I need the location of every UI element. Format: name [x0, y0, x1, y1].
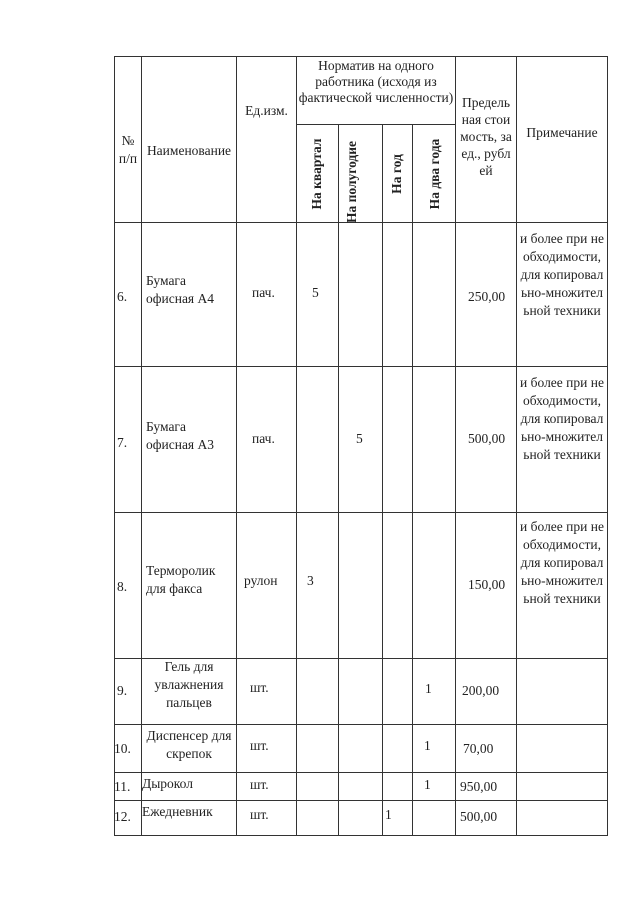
- row-name: Бумага офисная А3: [146, 419, 215, 452]
- row-num: 9.: [117, 683, 128, 698]
- table-border: [114, 512, 608, 513]
- table-border: [382, 124, 383, 836]
- header-price: Предельная стоимость, за ед., рублей: [460, 95, 512, 178]
- row-name: Ежедневник: [142, 804, 213, 819]
- row-price: 250,00: [468, 289, 506, 304]
- row-two-years: 1: [424, 777, 431, 792]
- table-border: [455, 56, 456, 836]
- row-note: и более при необходимости, для копировально-множительной техники: [520, 519, 604, 606]
- row-two-years: 1: [425, 681, 432, 696]
- table-border: [114, 772, 608, 773]
- header-num: № п/п: [118, 133, 138, 166]
- table-border: [412, 124, 413, 836]
- row-num: 8.: [117, 579, 128, 594]
- row-price: 200,00: [462, 683, 500, 698]
- row-price: 500,00: [468, 431, 506, 446]
- row-name: Терморолик для факса: [146, 563, 216, 596]
- table-border: [607, 56, 608, 836]
- row-num: 11.: [114, 779, 131, 794]
- table-border: [114, 835, 608, 836]
- row-unit: шт.: [250, 777, 269, 792]
- row-name: Диспенсер для скрепок: [146, 728, 232, 761]
- row-quarter: 5: [312, 285, 319, 300]
- row-num: 7.: [117, 435, 128, 450]
- table-border: [114, 800, 608, 801]
- row-num: 12.: [114, 809, 131, 824]
- row-price: 500,00: [460, 809, 498, 824]
- row-unit: шт.: [250, 680, 269, 695]
- header-two-years: На два года: [427, 138, 442, 210]
- row-num: 6.: [117, 289, 128, 304]
- row-unit: пач.: [252, 285, 275, 300]
- row-num: 10.: [114, 741, 131, 756]
- table-border: [114, 366, 608, 367]
- row-name: Бумага офисная А4: [146, 273, 215, 306]
- row-name: Дырокол: [142, 776, 193, 791]
- row-unit: шт.: [250, 807, 269, 822]
- row-note: и более при необходимости, для копировально-множительной техники: [520, 375, 604, 462]
- row-price: 70,00: [463, 741, 494, 756]
- row-note: и более при необходимости, для копировально-множительной техники: [520, 231, 604, 318]
- row-half-year: 5: [356, 431, 363, 446]
- header-norm-group: Норматив на одного работника (исходя из фактической численности): [298, 58, 454, 105]
- table-border: [114, 724, 608, 725]
- row-unit: пач.: [252, 431, 275, 446]
- header-quarter: На квартал: [309, 138, 324, 210]
- table-border: [236, 56, 237, 836]
- table-border: [141, 56, 142, 836]
- row-quarter: 3: [307, 573, 314, 588]
- table-border: [516, 56, 517, 836]
- header-year: На год: [389, 154, 404, 194]
- table-border: [114, 56, 608, 57]
- row-price: 150,00: [468, 577, 506, 592]
- row-year: 1: [385, 807, 392, 822]
- header-note: Примечание: [526, 125, 598, 140]
- table-border: [338, 124, 339, 836]
- row-unit: шт.: [250, 738, 269, 753]
- row-two-years: 1: [424, 738, 431, 753]
- table-border: [296, 56, 297, 836]
- row-price: 950,00: [460, 779, 498, 794]
- header-half-year: На полугодие: [344, 140, 359, 224]
- row-name: Гель для увлажнения пальцев: [154, 659, 224, 710]
- header-unit: Ед.изм.: [245, 103, 288, 118]
- header-name: Наименование: [146, 143, 232, 158]
- table-border: [114, 56, 115, 836]
- row-unit: рулон: [244, 573, 278, 588]
